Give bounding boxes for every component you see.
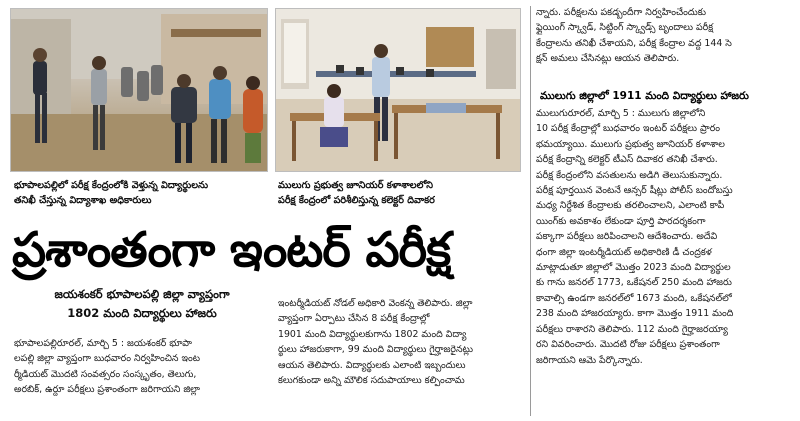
- text-line: కావాల్సి ఉండగా జనరల్‌లో 1673 మంది, ఒకేషనల్‌లో: [536, 292, 732, 304]
- news-photo-collector-inspection: [275, 8, 521, 172]
- text-line: ర్మీడియట్ మొదటి సంవత్సరం సంస్కృతం, తెలుగు,: [14, 368, 197, 380]
- text-line: క్షన్ అమలు చేసినట్లు ఆయన తెలిపారు.: [536, 53, 680, 65]
- text-line: ఇంటర్మీడియట్ నోడల్ అధికారి వెంకన్న తెలిపారు. జిల్లా: [278, 298, 473, 309]
- column-divider: [530, 6, 531, 416]
- caption-line: తనిఖీ చేస్తున్న విద్యాశాఖ అధికారులు: [14, 195, 152, 206]
- mulugu-subheading: ములుగు జిల్లాలో 1911 మంది విద్యార్థులు హాజరు: [540, 90, 749, 102]
- text-line: 10 పరీక్ష కేంద్రాల్లో బుధవారం ఇంటర్ పరీక్షలు ప్రారం: [536, 123, 721, 135]
- text-line: ధంగా జిల్లా ఇంటర్మీడియట్ అధికారిణి డీ చంద్రకళ: [536, 246, 712, 258]
- text-line: భూపాలపల్లిరూరల్, మార్చి 5 : జయశంకర్ భూపా: [14, 338, 192, 349]
- news-photo-exam-center-check: [10, 8, 268, 172]
- caption-line: ములుగు ప్రభుత్వ జూనియర్ కళాశాలలోని: [278, 180, 433, 191]
- text-line: కేంద్రాలను తనిఖీ చేశాయని, పరీక్ష కేంద్రాల వద్ద 144 సె: [536, 37, 732, 49]
- text-line: అరబిక్, ఉర్దూ పరీక్షలు ప్రశాంతంగా జరిగాయని జిల్లా: [14, 384, 200, 396]
- text-line: వ్యాప్తంగా ఏర్పాటు చేసిన 8 పరీక్ష కేంద్రాల్లో: [278, 313, 430, 325]
- subdeck-line: 1802 మంది విద్యార్థులు హాజరు: [67, 306, 217, 320]
- article-column-1: [14, 336, 270, 398]
- text-line: జరిగాయని ఆమె పేర్కొన్నారు.: [536, 354, 643, 366]
- text-line: పరీక్షలు రాశారని తెలిపారు. 112 మంది గైర్హాజరయ్యా: [536, 323, 728, 335]
- text-line: పరీక్ష పూర్తయిన వెంటనే ఆన్సర్ షీట్లు పోలీస్ బందోబస్తు: [536, 185, 733, 197]
- text-line: భమయ్యాయి. ములుగు ప్రభుత్వ జూనియర్ కళాశాల: [536, 138, 725, 150]
- caption-line: పరీక్ష కేంద్రంలో పరిశీలిస్తున్న కలెక్టర్ దివాకర: [278, 195, 435, 206]
- text-line: ర్థులు హాజరుకాగా, 99 మంది విద్యార్థులు గైర్హాజరైనట్లు: [278, 344, 474, 356]
- text-line: పరీక్ష కేంద్రంలోని వసతులను అడిగి తెలుసుకున్నారు.: [536, 169, 723, 181]
- text-line: యింగ్‌కు అవకాశం లేకుండా పూర్తి పారదర్శకంగా: [536, 215, 706, 227]
- text-line: ఆయన తెలిపారు. విద్యార్థులకు ఎలాంటి ఇబ్బందులు: [278, 359, 466, 371]
- text-line: లపల్లి జిల్లా వ్యాప్తంగా బుధవారం నిర్వహించిన ఇంట: [14, 353, 200, 365]
- text-line: మాట్లాడుతూ జిల్లాలో మొత్తం 2023 మంది విద్యార్థుల: [536, 262, 731, 274]
- text-line: రని వివరించారు. మొదటి రోజు పరీక్షలు ప్రశాంతంగా: [536, 339, 720, 351]
- article-column-2: [278, 296, 526, 388]
- text-line: కలుగకుండా అన్ని మౌలిక సదుపాయాలు కల్పించామ: [278, 375, 465, 387]
- text-line: ఫ్లైయింగ్ స్క్వాడ్, సిట్టింగ్ స్క్వాడ్స్ బృందాలు పరీక్ష: [536, 22, 714, 34]
- photo-caption-2: [278, 178, 522, 208]
- text-line: 1901 మంది విద్యార్థులకుగాను 1802 మంది విద్యా: [278, 328, 467, 340]
- text-line: న్నారు. పరీక్షలను పకడ్బందీగా నిర్వహించేందుకు: [536, 7, 706, 18]
- photo-caption-1: [14, 178, 268, 208]
- article-column-3-body: [536, 106, 796, 368]
- article-column-3-continuation: [536, 5, 796, 67]
- text-line: 238 మంది హాజరయ్యారు. కాగా మొత్తం 1911 మంది: [536, 308, 734, 320]
- text-line: మధ్య నిర్దేశిత కేంద్రాలకు తరలించాలని, ఎలాంటి కాపీ: [536, 200, 725, 212]
- text-line: పక్కాగా పరీక్షలు జరిపించాలని ఆదేశించారు. అదేవి: [536, 231, 718, 243]
- subdeck-line: జయశంకర్ భూపాలపల్లి జిల్లా వ్యాప్తంగా: [54, 287, 230, 301]
- text-line: పరీక్ష కేంద్రాన్ని కలెక్టర్ టీఎస్ దివాకర తనిఖీ చేశారు.: [536, 154, 718, 166]
- text-line: కు గాను జనరల్ 1773, ఒకేషనల్ 250 మంది హాజరు: [536, 277, 732, 289]
- text-line: ములుగురూరల్, మార్చి 5 : ములుగు జిల్లాలోని: [536, 108, 706, 119]
- article-headline: ప్రశాంతంగా ఇంటర్ పరీక్ష: [12, 222, 451, 278]
- caption-line: భూపాలపల్లిలో పరీక్ష కేంద్రంలోకి వెళ్తున్న విద్యార్థులను: [14, 180, 209, 191]
- article-subdeck: [16, 285, 268, 323]
